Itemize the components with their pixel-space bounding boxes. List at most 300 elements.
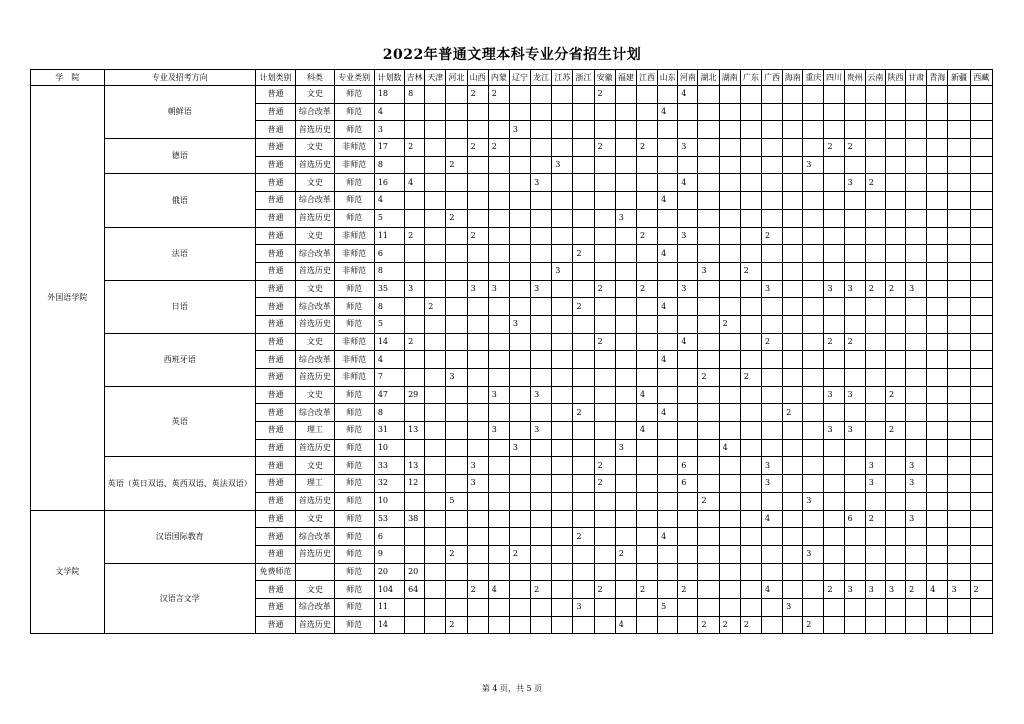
province-quota-cell <box>488 174 509 192</box>
province-quota-cell <box>970 404 992 422</box>
province-quota-cell <box>824 192 844 210</box>
province-quota-cell <box>573 209 594 227</box>
province-quota-cell <box>678 598 698 616</box>
province-quota-cell <box>803 386 824 404</box>
province-quota-cell <box>658 439 678 457</box>
province-quota-cell <box>425 563 446 581</box>
subject-cell: 综合改革 <box>296 298 334 316</box>
province-quota-cell <box>615 298 636 316</box>
province-quota-cell <box>467 386 488 404</box>
province-quota-cell <box>783 280 803 298</box>
province-quota-cell <box>636 121 657 139</box>
province-quota-cell <box>405 528 425 546</box>
province-quota-cell <box>446 315 467 333</box>
province-quota-cell <box>761 139 782 157</box>
province-quota-cell: 2 <box>824 581 844 599</box>
province-quota-cell <box>405 298 425 316</box>
plan-type-cell: 普通 <box>255 262 295 280</box>
province-quota-cell <box>698 404 719 422</box>
province-quota-cell <box>405 545 425 563</box>
province-quota-cell <box>467 563 488 581</box>
plan-type-cell: 普通 <box>255 227 295 245</box>
plan-type-cell: 普通 <box>255 475 295 493</box>
province-quota-cell <box>509 563 530 581</box>
province-quota-cell <box>509 139 530 157</box>
province-quota-cell <box>761 528 782 546</box>
province-quota-cell <box>927 439 948 457</box>
subject-cell: 首选历史 <box>296 492 334 510</box>
province-quota-cell <box>552 121 573 139</box>
province-quota-cell <box>658 139 678 157</box>
province-quota-cell: 3 <box>531 422 552 440</box>
province-quota-cell <box>509 262 530 280</box>
province-quota-cell <box>803 86 824 104</box>
province-quota-cell <box>865 121 885 139</box>
header-province: 江西 <box>636 70 657 86</box>
province-quota-cell <box>615 510 636 528</box>
plan-count-cell: 53 <box>374 510 404 528</box>
province-quota-cell <box>467 298 488 316</box>
province-quota-cell <box>740 386 761 404</box>
province-quota-cell <box>488 121 509 139</box>
major-type-cell: 师范 <box>334 475 374 493</box>
subject-cell: 文史 <box>296 139 334 157</box>
province-quota-cell <box>531 369 552 387</box>
province-quota-cell <box>970 121 992 139</box>
province-quota-cell <box>678 386 698 404</box>
province-quota-cell <box>594 439 615 457</box>
province-quota-cell <box>948 156 970 174</box>
province-quota-cell <box>531 333 552 351</box>
province-quota-cell <box>658 492 678 510</box>
province-quota-cell: 3 <box>488 422 509 440</box>
province-quota-cell <box>636 174 657 192</box>
province-quota-cell <box>425 545 446 563</box>
header-province: 吉林 <box>405 70 425 86</box>
subject-cell: 首选历史 <box>296 121 334 139</box>
subject-cell: 文史 <box>296 457 334 475</box>
province-quota-cell <box>446 422 467 440</box>
province-quota-cell <box>844 404 865 422</box>
province-quota-cell: 2 <box>594 139 615 157</box>
province-quota-cell <box>844 545 865 563</box>
province-quota-cell <box>927 227 948 245</box>
province-quota-cell <box>824 86 844 104</box>
province-quota-cell <box>824 492 844 510</box>
province-quota-cell <box>488 475 509 493</box>
province-quota-cell: 4 <box>761 581 782 599</box>
province-quota-cell <box>719 351 740 369</box>
province-quota-cell <box>885 315 905 333</box>
province-quota-cell: 4 <box>678 174 698 192</box>
province-quota-cell <box>594 386 615 404</box>
plan-count-cell: 5 <box>374 315 404 333</box>
province-quota-cell <box>719 86 740 104</box>
province-quota-cell: 3 <box>906 280 927 298</box>
province-quota-cell <box>425 492 446 510</box>
province-quota-cell <box>906 333 927 351</box>
province-quota-cell: 2 <box>865 280 885 298</box>
province-quota-cell <box>970 510 992 528</box>
province-quota-cell <box>531 227 552 245</box>
plan-type-cell: 普通 <box>255 581 295 599</box>
province-quota-cell <box>425 422 446 440</box>
province-quota-cell <box>719 333 740 351</box>
province-quota-cell <box>906 492 927 510</box>
province-quota-cell <box>405 121 425 139</box>
province-quota-cell <box>803 139 824 157</box>
province-quota-cell <box>488 351 509 369</box>
province-quota-cell: 3 <box>467 280 488 298</box>
province-quota-cell: 2 <box>594 280 615 298</box>
province-quota-cell <box>970 439 992 457</box>
province-quota-cell <box>552 369 573 387</box>
province-quota-cell <box>761 262 782 280</box>
province-quota-cell <box>761 422 782 440</box>
province-quota-cell <box>405 245 425 263</box>
province-quota-cell <box>948 563 970 581</box>
province-quota-cell: 2 <box>446 545 467 563</box>
province-quota-cell <box>803 475 824 493</box>
major-type-cell: 师范 <box>334 192 374 210</box>
province-quota-cell <box>885 598 905 616</box>
province-quota-cell <box>698 439 719 457</box>
province-quota-cell: 2 <box>824 139 844 157</box>
province-quota-cell <box>678 545 698 563</box>
province-quota-cell <box>509 209 530 227</box>
subject-cell: 文史 <box>296 510 334 528</box>
province-quota-cell <box>552 598 573 616</box>
province-quota-cell <box>509 616 530 634</box>
province-quota-cell <box>948 262 970 280</box>
major-type-cell: 非师范 <box>334 156 374 174</box>
province-quota-cell <box>446 192 467 210</box>
province-quota-cell <box>636 528 657 546</box>
province-quota-cell <box>678 492 698 510</box>
province-quota-cell: 2 <box>594 457 615 475</box>
province-quota-cell <box>488 616 509 634</box>
header-province: 江苏 <box>552 70 573 86</box>
province-quota-cell <box>761 298 782 316</box>
province-quota-cell <box>531 510 552 528</box>
province-quota-cell <box>970 139 992 157</box>
province-quota-cell <box>636 86 657 104</box>
province-quota-cell: 2 <box>446 209 467 227</box>
province-quota-cell <box>824 315 844 333</box>
province-quota-cell <box>509 510 530 528</box>
province-quota-cell <box>948 369 970 387</box>
province-quota-cell <box>531 404 552 422</box>
province-quota-cell <box>425 528 446 546</box>
province-quota-cell <box>948 209 970 227</box>
province-quota-cell <box>719 510 740 528</box>
province-quota-cell <box>803 581 824 599</box>
province-quota-cell: 3 <box>885 581 905 599</box>
province-quota-cell: 4 <box>658 103 678 121</box>
province-quota-cell <box>885 103 905 121</box>
province-quota-cell <box>885 86 905 104</box>
province-quota-cell <box>446 262 467 280</box>
province-quota-cell <box>425 174 446 192</box>
province-quota-cell <box>885 528 905 546</box>
province-quota-cell <box>446 174 467 192</box>
province-quota-cell <box>783 209 803 227</box>
plan-count-cell: 4 <box>374 103 404 121</box>
province-quota-cell <box>405 156 425 174</box>
province-quota-cell <box>509 351 530 369</box>
province-quota-cell: 3 <box>824 422 844 440</box>
province-quota-cell <box>865 103 885 121</box>
province-quota-cell <box>783 581 803 599</box>
province-quota-cell <box>636 156 657 174</box>
province-quota-cell <box>698 351 719 369</box>
province-quota-cell <box>906 404 927 422</box>
province-quota-cell <box>678 369 698 387</box>
college-name: 文学院 <box>31 510 105 634</box>
header-province: 山东 <box>658 70 678 86</box>
plan-count-cell: 8 <box>374 262 404 280</box>
subject-cell: 首选历史 <box>296 209 334 227</box>
table-row <box>31 386 993 404</box>
province-quota-cell <box>783 492 803 510</box>
province-quota-cell: 6 <box>844 510 865 528</box>
province-quota-cell <box>467 121 488 139</box>
province-quota-cell <box>783 156 803 174</box>
province-quota-cell <box>531 156 552 174</box>
province-quota-cell <box>740 280 761 298</box>
province-quota-cell <box>740 192 761 210</box>
province-quota-cell <box>803 528 824 546</box>
province-quota-cell <box>552 563 573 581</box>
province-quota-cell: 2 <box>573 245 594 263</box>
province-quota-cell <box>446 245 467 263</box>
province-quota-cell: 3 <box>906 457 927 475</box>
enrollment-plan-table <box>30 69 993 634</box>
province-quota-cell: 2 <box>531 581 552 599</box>
province-quota-cell <box>948 227 970 245</box>
province-quota-cell: 3 <box>698 262 719 280</box>
province-quota-cell <box>885 369 905 387</box>
province-quota-cell <box>824 245 844 263</box>
province-quota-cell <box>783 545 803 563</box>
province-quota-cell <box>803 563 824 581</box>
header-province: 重庆 <box>803 70 824 86</box>
province-quota-cell <box>446 439 467 457</box>
table-row <box>31 280 993 298</box>
province-quota-cell: 4 <box>636 386 657 404</box>
province-quota-cell <box>719 245 740 263</box>
province-quota-cell <box>425 457 446 475</box>
province-quota-cell <box>594 209 615 227</box>
header-province: 甘肃 <box>906 70 927 86</box>
province-quota-cell <box>531 351 552 369</box>
major-name: 汉语国际教育 <box>104 510 255 563</box>
province-quota-cell <box>824 298 844 316</box>
province-quota-cell <box>740 121 761 139</box>
province-quota-cell <box>552 492 573 510</box>
province-quota-cell <box>865 404 885 422</box>
province-quota-cell: 3 <box>906 475 927 493</box>
province-quota-cell <box>678 121 698 139</box>
province-quota-cell: 2 <box>636 227 657 245</box>
province-quota-cell <box>509 404 530 422</box>
province-quota-cell <box>844 598 865 616</box>
province-quota-cell <box>552 333 573 351</box>
province-quota-cell <box>719 209 740 227</box>
province-quota-cell <box>658 545 678 563</box>
province-quota-cell: 3 <box>509 439 530 457</box>
province-quota-cell <box>740 563 761 581</box>
province-quota-cell <box>615 422 636 440</box>
province-quota-cell <box>658 369 678 387</box>
province-quota-cell: 2 <box>594 475 615 493</box>
province-quota-cell <box>658 174 678 192</box>
province-quota-cell <box>885 457 905 475</box>
province-quota-cell: 3 <box>531 386 552 404</box>
province-quota-cell <box>719 121 740 139</box>
province-quota-cell <box>740 245 761 263</box>
province-quota-cell: 12 <box>405 475 425 493</box>
province-quota-cell <box>467 439 488 457</box>
province-quota-cell <box>467 404 488 422</box>
province-quota-cell <box>552 315 573 333</box>
province-quota-cell <box>844 103 865 121</box>
header-plan-type: 计划类别 <box>255 70 295 86</box>
province-quota-cell <box>531 492 552 510</box>
province-quota-cell <box>615 404 636 422</box>
province-quota-cell <box>698 121 719 139</box>
province-quota-cell <box>948 528 970 546</box>
province-quota-cell <box>927 121 948 139</box>
province-quota-cell <box>783 351 803 369</box>
header-province: 湖北 <box>698 70 719 86</box>
province-quota-cell: 3 <box>531 280 552 298</box>
province-quota-cell: 64 <box>405 581 425 599</box>
province-quota-cell <box>970 298 992 316</box>
province-quota-cell <box>906 156 927 174</box>
province-quota-cell <box>927 598 948 616</box>
province-quota-cell <box>783 439 803 457</box>
province-quota-cell: 3 <box>948 581 970 599</box>
province-quota-cell <box>636 192 657 210</box>
province-quota-cell <box>698 280 719 298</box>
province-quota-cell: 3 <box>865 475 885 493</box>
province-quota-cell <box>761 121 782 139</box>
province-quota-cell <box>467 103 488 121</box>
province-quota-cell <box>719 298 740 316</box>
province-quota-cell <box>552 280 573 298</box>
header-province: 陕西 <box>885 70 905 86</box>
province-quota-cell <box>740 174 761 192</box>
province-quota-cell: 29 <box>405 386 425 404</box>
province-quota-cell <box>927 245 948 263</box>
province-quota-cell <box>594 103 615 121</box>
province-quota-cell <box>719 457 740 475</box>
province-quota-cell <box>906 245 927 263</box>
province-quota-cell <box>906 616 927 634</box>
province-quota-cell: 4 <box>658 404 678 422</box>
province-quota-cell <box>948 298 970 316</box>
province-quota-cell <box>761 492 782 510</box>
province-quota-cell <box>658 581 678 599</box>
province-quota-cell <box>803 457 824 475</box>
province-quota-cell <box>658 563 678 581</box>
province-quota-cell <box>573 545 594 563</box>
major-name: 西班牙语 <box>104 333 255 386</box>
province-quota-cell: 2 <box>446 156 467 174</box>
province-quota-cell: 2 <box>467 139 488 157</box>
province-quota-cell <box>885 192 905 210</box>
major-type-cell: 师范 <box>334 209 374 227</box>
province-quota-cell <box>865 616 885 634</box>
province-quota-cell <box>844 351 865 369</box>
province-quota-cell <box>658 616 678 634</box>
province-quota-cell <box>927 545 948 563</box>
province-quota-cell <box>885 174 905 192</box>
province-quota-cell: 3 <box>761 457 782 475</box>
province-quota-cell <box>761 86 782 104</box>
province-quota-cell <box>927 492 948 510</box>
province-quota-cell <box>573 369 594 387</box>
province-quota-cell <box>824 209 844 227</box>
province-quota-cell <box>824 510 844 528</box>
province-quota-cell <box>446 528 467 546</box>
province-quota-cell <box>594 598 615 616</box>
province-quota-cell <box>885 439 905 457</box>
province-quota-cell <box>658 457 678 475</box>
province-quota-cell <box>783 475 803 493</box>
province-quota-cell <box>927 174 948 192</box>
province-quota-cell <box>446 298 467 316</box>
province-quota-cell <box>678 298 698 316</box>
province-quota-cell <box>803 422 824 440</box>
province-quota-cell <box>509 280 530 298</box>
province-quota-cell: 13 <box>405 422 425 440</box>
plan-type-cell: 普通 <box>255 386 295 404</box>
province-quota-cell <box>740 510 761 528</box>
province-quota-cell <box>509 245 530 263</box>
subject-cell: 文史 <box>296 581 334 599</box>
plan-type-cell: 普通 <box>255 598 295 616</box>
province-quota-cell: 3 <box>467 457 488 475</box>
plan-type-cell: 普通 <box>255 103 295 121</box>
province-quota-cell <box>552 86 573 104</box>
province-quota-cell <box>573 386 594 404</box>
province-quota-cell <box>678 439 698 457</box>
province-quota-cell <box>467 192 488 210</box>
province-quota-cell <box>573 227 594 245</box>
province-quota-cell <box>844 209 865 227</box>
province-quota-cell <box>573 121 594 139</box>
province-quota-cell <box>844 298 865 316</box>
province-quota-cell: 3 <box>783 598 803 616</box>
province-quota-cell <box>803 121 824 139</box>
province-quota-cell <box>573 262 594 280</box>
province-quota-cell <box>658 86 678 104</box>
subject-cell: 文史 <box>296 333 334 351</box>
province-quota-cell <box>970 315 992 333</box>
province-quota-cell <box>467 545 488 563</box>
province-quota-cell <box>552 139 573 157</box>
province-quota-cell <box>783 616 803 634</box>
subject-cell: 综合改革 <box>296 598 334 616</box>
province-quota-cell <box>927 315 948 333</box>
province-quota-cell <box>740 227 761 245</box>
province-quota-cell <box>927 192 948 210</box>
province-quota-cell <box>615 280 636 298</box>
province-quota-cell <box>927 563 948 581</box>
province-quota-cell <box>658 121 678 139</box>
